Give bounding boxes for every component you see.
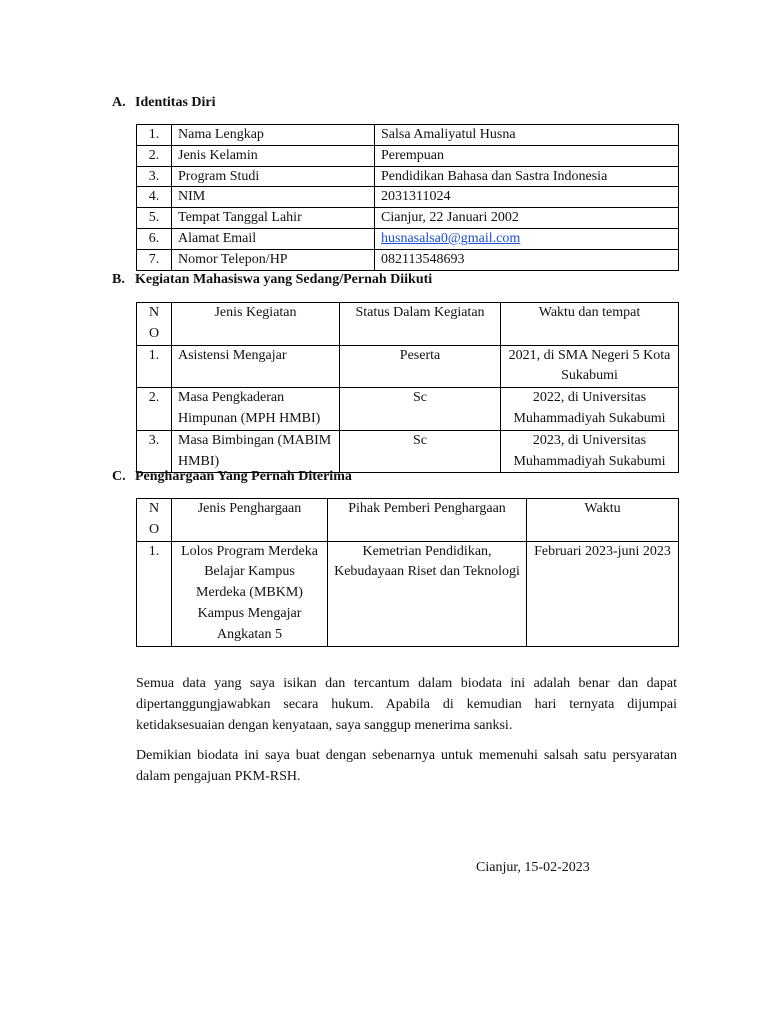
header-pihak-pemberi: Pihak Pemberi Penghargaan: [328, 499, 527, 542]
email-cell: [375, 228, 679, 249]
statement-paragraph-2: Demikian biodata ini saya buat dengan sebenarnya untuk memenuhi salsah satu persyaratan dalam pengajuan PKM-RSH.: [136, 748, 677, 784]
row-value: Pendidikan Bahasa dan Sastra Indonesia: [375, 166, 679, 187]
row-value: 082113548693: [375, 249, 679, 270]
header-jenis-penghargaan: Jenis Penghargaan: [172, 499, 328, 542]
row-number: 6.: [137, 228, 172, 249]
header-waktu-tempat: Waktu dan tempat: [501, 303, 679, 346]
row-label: Program Studi: [172, 166, 375, 187]
activity-name: Masa Pengkaderan Himpunan (MPH HMBI): [172, 388, 340, 431]
section-c-letter: C.: [112, 469, 126, 484]
activity-name: Masa Bimbingan (MABIM HMBI): [172, 430, 340, 473]
table-row: [137, 145, 679, 166]
section-b-heading: [112, 271, 432, 289]
activity-time-place: 2023, di Universitas Muhammadiyah Sukabumi: [501, 430, 679, 473]
row-number: 1.: [137, 345, 172, 388]
row-number: 2.: [137, 145, 172, 166]
section-b-title: Kegiatan Mahasiswa yang Sedang/Pernah Diikuti: [135, 272, 433, 287]
table-header-row: [137, 499, 679, 542]
row-label: Tempat Tanggal Lahir: [172, 208, 375, 229]
header-jenis-kegiatan: Jenis Kegiatan: [172, 303, 340, 346]
activity-status: Sc: [340, 388, 501, 431]
activities-table: [136, 302, 679, 473]
activity-status: Sc: [340, 430, 501, 473]
award-giver: Kemetrian Pendidikan, Kebudayaan Riset dan Teknologi: [328, 541, 527, 646]
section-c-heading: [112, 468, 352, 486]
activity-time-place: 2022, di Universitas Muhammadiyah Sukabumi: [501, 388, 679, 431]
activity-time-place: 2021, di SMA Negeri 5 Kota Sukabumi: [501, 345, 679, 388]
signature-place-date: Cianjur, 15-02-2023: [476, 860, 590, 875]
row-label: Nomor Telepon/HP: [172, 249, 375, 270]
row-label: NIM: [172, 187, 375, 208]
header-waktu: Waktu: [527, 499, 679, 542]
award-name: Lolos Program Merdeka Belajar Kampus Merdeka (MBKM) Kampus Mengajar Angkatan 5: [172, 541, 328, 646]
section-a-letter: A.: [112, 95, 126, 110]
table-row: [137, 125, 679, 146]
header-no: N O: [137, 499, 172, 542]
row-value: Cianjur, 22 Januari 2002: [375, 208, 679, 229]
section-c-title: Penghargaan Yang Pernah Diterima: [135, 469, 352, 484]
table-row: [137, 208, 679, 229]
row-label: Jenis Kelamin: [172, 145, 375, 166]
table-header-row: [137, 303, 679, 346]
row-number: 1.: [137, 125, 172, 146]
table-row: [137, 187, 679, 208]
row-number: 2.: [137, 388, 172, 431]
section-a-heading: [112, 94, 216, 112]
row-label: Alamat Email: [172, 228, 375, 249]
table-row: [137, 345, 679, 388]
section-b-letter: B.: [112, 272, 125, 287]
row-number: 3.: [137, 166, 172, 187]
table-row: [137, 430, 679, 473]
row-value: 2031311024: [375, 187, 679, 208]
table-row: [137, 166, 679, 187]
activity-status: Peserta: [340, 345, 501, 388]
activity-name: Asistensi Mengajar: [172, 345, 340, 388]
identity-table: [136, 124, 679, 271]
row-label: Nama Lengkap: [172, 125, 375, 146]
table-row: [137, 228, 679, 249]
section-a-title: Identitas Diri: [135, 95, 216, 110]
row-number: 4.: [137, 187, 172, 208]
row-number: 1.: [137, 541, 172, 646]
award-time: Februari 2023-juni 2023: [527, 541, 679, 646]
row-value: Perempuan: [375, 145, 679, 166]
email-link[interactable]: husnasalsa0@gmail.com: [381, 230, 521, 246]
table-row: [137, 249, 679, 270]
row-number: 5.: [137, 208, 172, 229]
table-row: [137, 541, 679, 646]
statement-paragraph-1: Semua data yang saya isikan dan tercantum dalam biodata ini adalah benar dan dapat dipertanggungjawabkan secara hukum. Apabila di kemudian hari ternyata dijumpai ketidaksesuaian dengan kenyataan, saya sanggup menerima sanksi.: [136, 676, 677, 733]
header-no: N O: [137, 303, 172, 346]
row-number: 7.: [137, 249, 172, 270]
row-value: Salsa Amaliyatul Husna: [375, 125, 679, 146]
row-number: 3.: [137, 430, 172, 473]
awards-table: [136, 498, 679, 647]
header-status: Status Dalam Kegiatan: [340, 303, 501, 346]
table-row: [137, 388, 679, 431]
